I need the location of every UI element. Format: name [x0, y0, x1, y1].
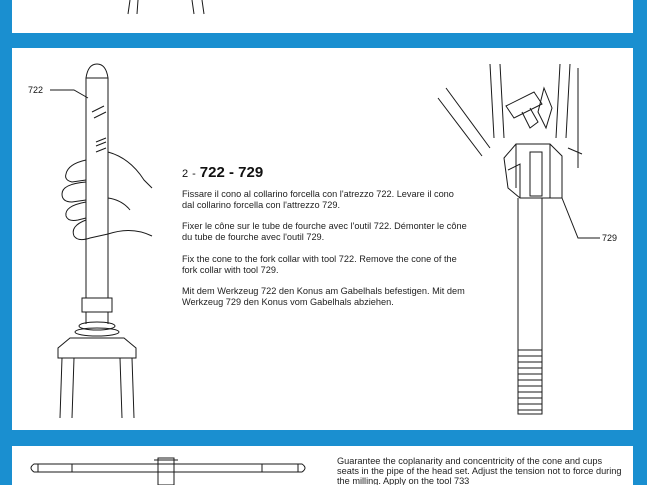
- milling-tool-illustration: [12, 446, 332, 485]
- step-number: 2: [182, 168, 189, 180]
- step-tool-codes: 722 - 729: [199, 164, 264, 181]
- callout-729-label: 729: [602, 233, 618, 243]
- next-section-panel: [12, 446, 633, 485]
- instruction-english: Fix the cone to the fork collar with tool 722. Remove the cone of the fork collar with tool 729.: [182, 254, 457, 275]
- next-section-text: Guarantee the coplanarity and concentricity of the cone and cups seats in the pipe of the head set. Adjust the tension not to force during the milling. Apply on the tool 733: [337, 456, 622, 485]
- tool-729-illustration: [12, 48, 633, 430]
- step-panel: [12, 48, 633, 430]
- instruction-french: Fixer le cône sur le tube de fourche avec l'outil 722. Démonter le cône du tube de fourche avec l'outil 729.: [182, 221, 467, 242]
- previous-section-panel: [12, 0, 633, 33]
- previous-section-illustration: [12, 0, 633, 33]
- instruction-german: Mit dem Werkzeug 722 den Konus am Gabelhals befestigen. Mit dem Werkzeug 729 den Konus vom Gabelhals abziehen.: [182, 286, 465, 307]
- step-separator: -: [192, 168, 196, 180]
- callout-722-label: 722: [28, 85, 44, 95]
- instruction-italian: Fissare il cono al collarino forcella con l'atrezzo 722. Levare il cono dal collarino forcella con l'attrezzo 729.: [182, 189, 454, 210]
